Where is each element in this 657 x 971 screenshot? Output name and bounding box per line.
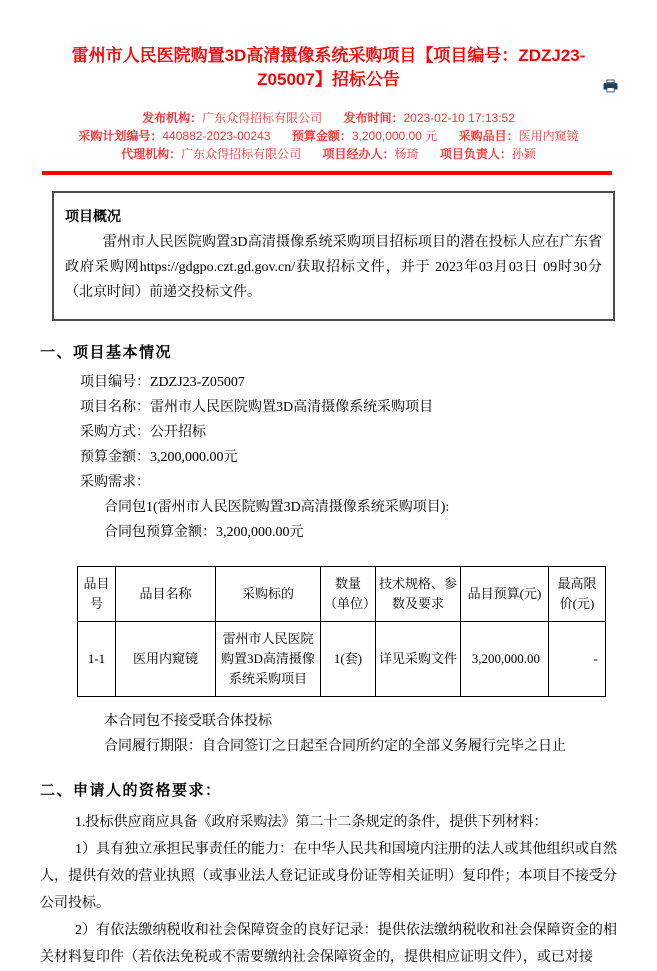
contract-package: 合同包1(雷州市人民医院购置3D高清摄像系统采购项目):: [104, 500, 450, 515]
items-table: [77, 566, 606, 697]
table-header-row: [78, 567, 606, 622]
meta-info: [40, 109, 617, 163]
table-notes: [40, 709, 617, 759]
contract-package-budget: 合同包预算金额：3,200,000.00元: [104, 525, 304, 540]
budget-amount: 预算金额：3,200,000.00 元: [291, 129, 438, 143]
project-overview-box: [52, 191, 615, 321]
publisher: 发布机构：广东众得招标有限公司: [142, 111, 323, 125]
cell-budget: 3,200,000.00: [461, 622, 549, 697]
qualification-item-2: 2）有依法缴纳税收和社会保障资金的良好记录：提供依法缴纳税收和社会保障资金的相关材料复印件（若依法免税或不需要缴纳社会保障资金的，提供相应证明文件），或已对接: [40, 923, 617, 965]
publish-time: 发布时间：2023-02-10 17:13:52: [343, 111, 515, 125]
meta-row-1: [40, 109, 617, 127]
cell-spec: 详见采购文件: [376, 622, 461, 697]
project-leader: 项目负责人：孙颖: [439, 147, 536, 161]
cell-quantity: 1(套): [321, 622, 376, 697]
procurement-category: 采购品目：医用内窥镜: [458, 129, 579, 143]
section-1-heading: 一、项目基本情况: [40, 345, 173, 361]
contract-term-note: 合同履行期限：自合同签订之日起至合同所约定的全部义务履行完毕之日止: [104, 739, 566, 754]
plan-number: 采购计划编号：440882-2023-00243: [78, 129, 271, 143]
col-budget: 品目预算(元): [461, 567, 549, 622]
col-subject: 采购标的: [216, 567, 321, 622]
cell-item-no: 1-1: [78, 622, 116, 697]
budget: 预算金额：3,200,000.00元: [80, 450, 238, 465]
col-quantity: 数量（单位）: [321, 567, 376, 622]
agency: 代理机构：广东众得招标有限公司: [121, 147, 302, 161]
overview-heading: 项目概况: [65, 210, 121, 225]
cell-max-price: -: [549, 622, 606, 697]
cell-subject: 雷州市人民医院购置3D高清摄像系统采购项目: [216, 622, 321, 697]
overview-body: 雷州市人民医院购置3D高清摄像系统采购项目招标项目的潜在投标人应在广东省政府采购网https://gdgpo.czt.gd.gov.cn/获取招标文件，并于 2023年03月03日 09时30分 （北京时间）前递交投标文件。: [65, 235, 602, 300]
section-2-heading: 二、申请人的资格要求：: [40, 783, 222, 799]
no-consortium-note: 本合同包不接受联合体投标: [104, 714, 272, 729]
col-item-name: 品目名称: [116, 567, 216, 622]
cell-item-name: 医用内窥镜: [116, 622, 216, 697]
procurement-demand: 采购需求：: [80, 475, 150, 490]
qualification-intro: 1.投标供应商应具备《政府采购法》第二十二条规定的条件，提供下列材料：: [75, 815, 548, 830]
col-item-no: 品目号: [78, 567, 116, 622]
project-number: 项目编号：ZDZJ23-Z05007: [80, 375, 245, 390]
table-row: [78, 622, 606, 697]
page-title: 雷州市人民医院购置3D高清摄像系统采购项目【项目编号：ZDZJ23-Z05007】招标公告: [71, 46, 586, 89]
meta-row-3: [40, 145, 617, 163]
qualification-paragraphs: [40, 809, 617, 971]
printer-icon: [603, 79, 618, 93]
project-handler: 项目经办人：杨琦: [322, 147, 419, 161]
meta-row-2: [40, 127, 617, 145]
col-max-price: 最高限价(元): [549, 567, 606, 622]
project-name: 项目名称：雷州市人民医院购置3D高清摄像系统采购项目: [80, 400, 434, 415]
procurement-method: 采购方式：公开招标: [80, 425, 206, 440]
print-button[interactable]: [603, 79, 618, 93]
qualification-item-1: 1）具有独立承担民事责任的能力：在中华人民共和国境内注册的法人或其他组织或自然人，提供有效的营业执照（或事业法人登记证或身份证等相关证明）复印件；本项目不接受分公司投标。: [40, 842, 617, 911]
red-divider: [42, 171, 612, 175]
col-spec: 技术规格、参数及要求: [376, 567, 461, 622]
